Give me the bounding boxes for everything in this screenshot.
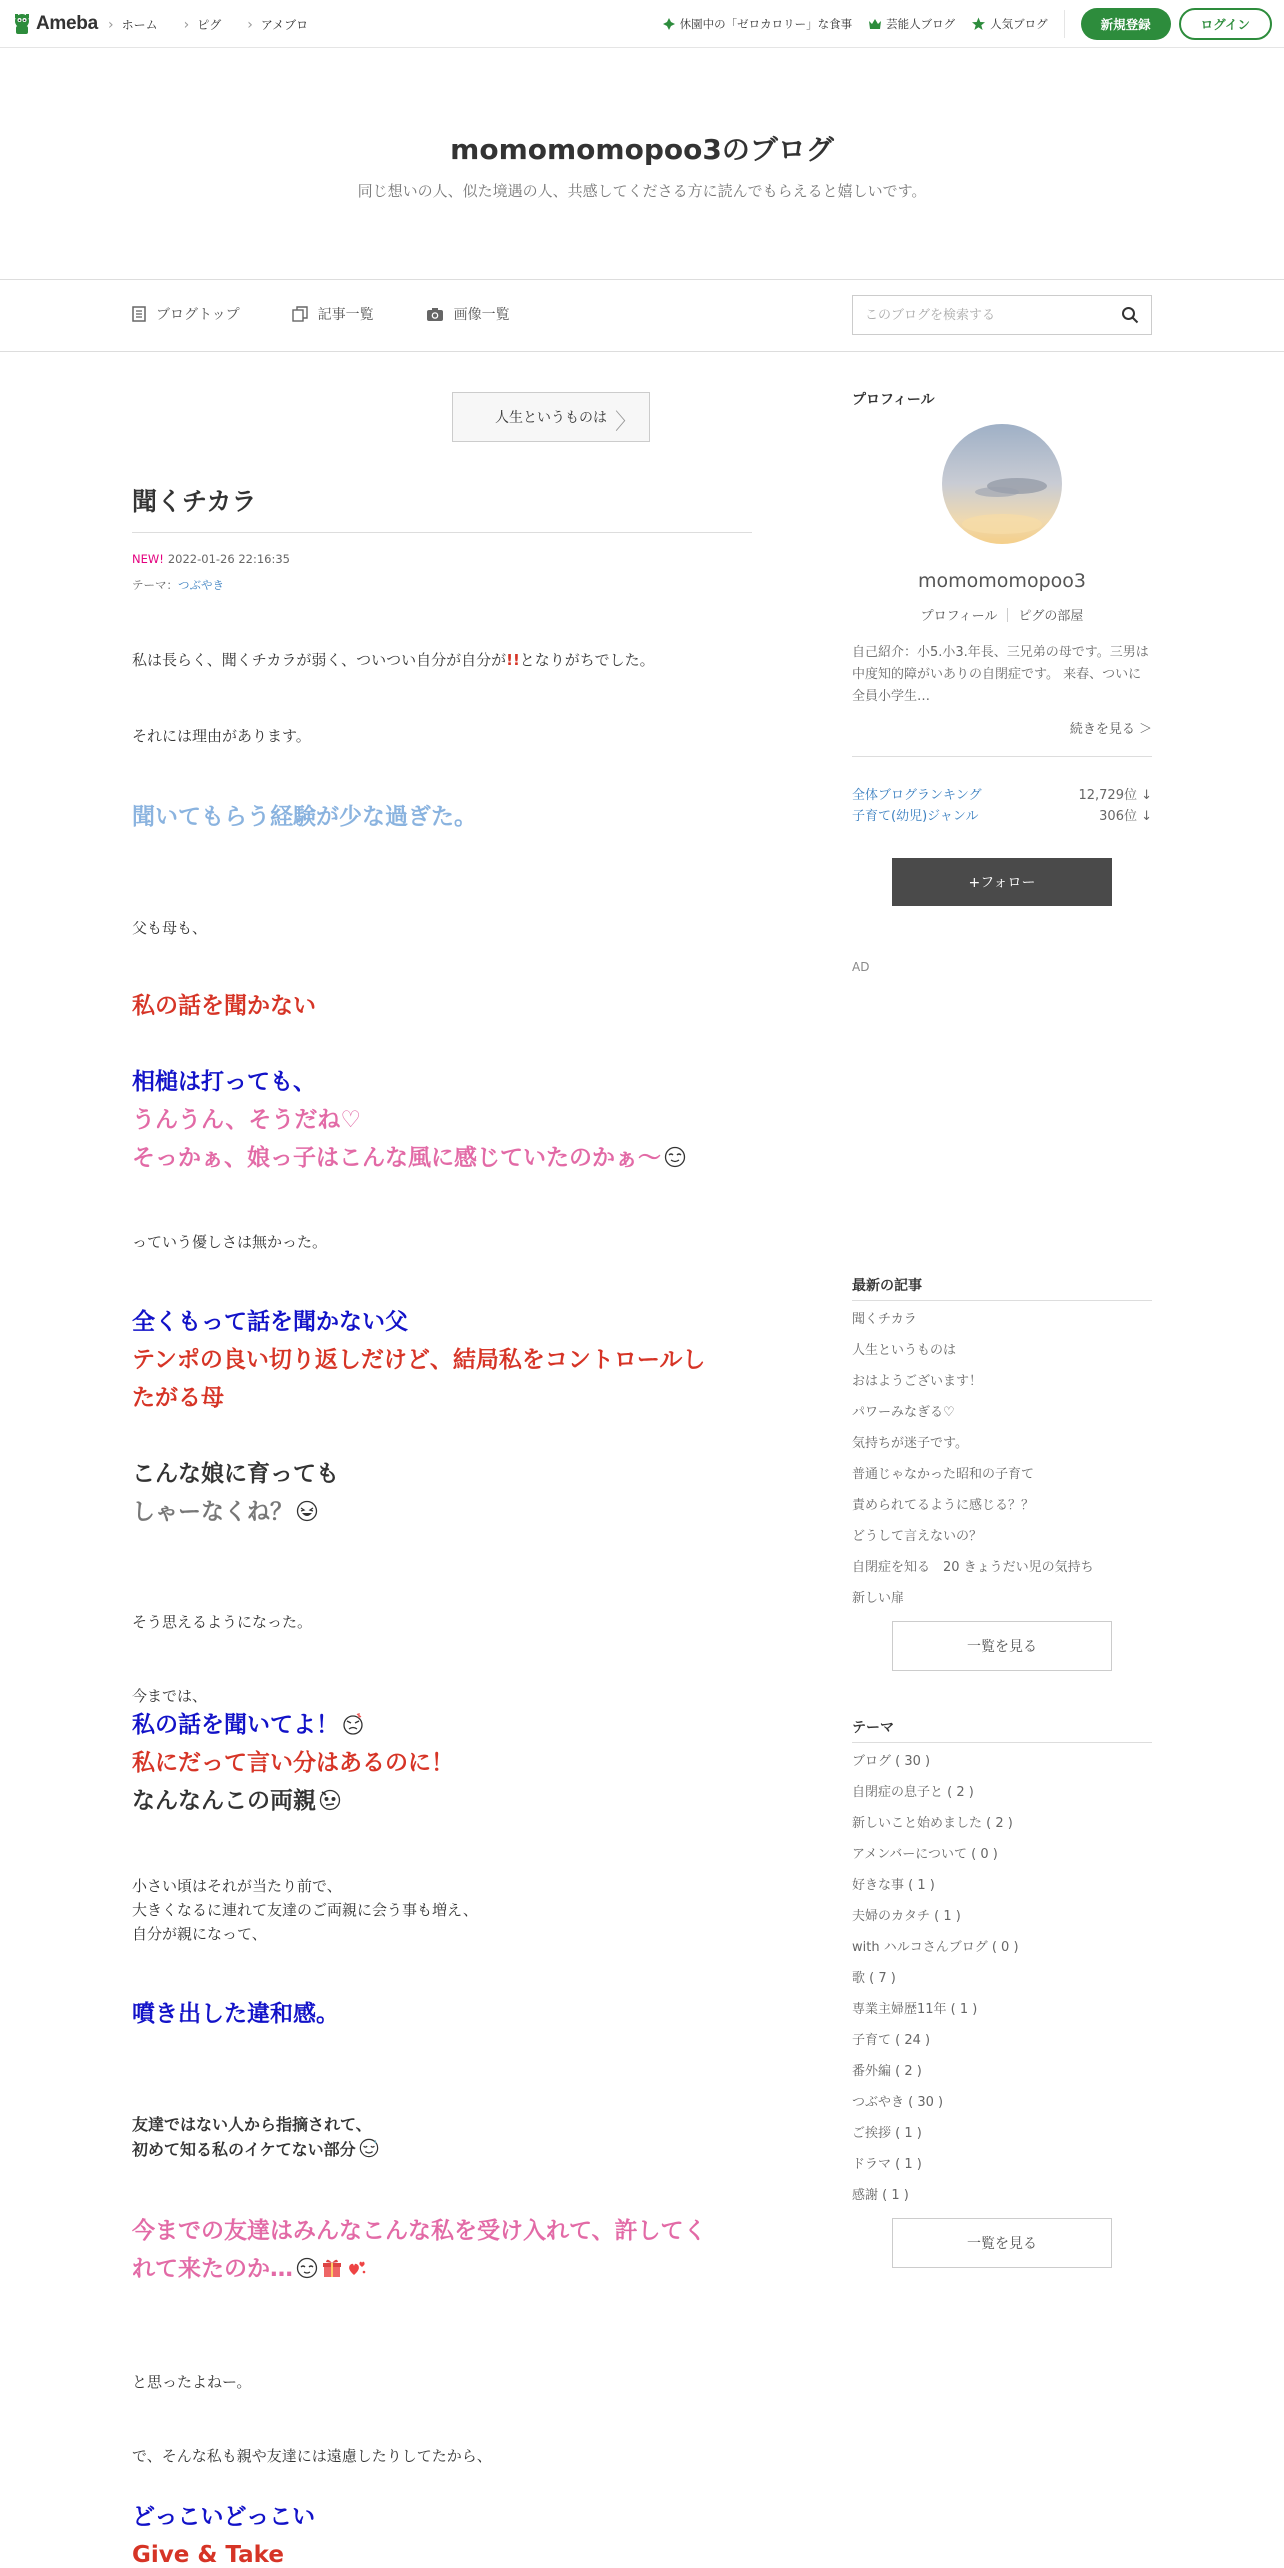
recent-entry[interactable]: 責められてるように感じる？？	[852, 1498, 1035, 1513]
body-line: っていう優しさは無かった。	[132, 1233, 328, 1251]
sidebar-divider	[852, 756, 1152, 757]
crown-icon	[868, 18, 882, 30]
blog-top-link[interactable]	[132, 304, 240, 324]
highlight-line: 相槌は打っても、	[132, 1069, 316, 1095]
highlight-line: Give & Take	[132, 2542, 284, 2568]
prev-entry-button[interactable]	[452, 392, 650, 442]
blog-search	[852, 295, 1152, 335]
highlight-line: 聞いてもらう経験が少な過ぎた。	[132, 804, 477, 830]
highlight-line: 私にだって言い分はあるのに！	[132, 1750, 454, 1776]
search-icon[interactable]	[1121, 306, 1139, 324]
nav-ameblo[interactable]: › アメブロ	[247, 16, 308, 33]
sidebar-divider	[852, 1300, 1152, 1301]
camera-icon	[426, 307, 444, 322]
signup-button[interactable]: 新規登録	[1081, 8, 1171, 40]
highlight-line: 噴き出した違和感。	[132, 2001, 339, 2027]
recent-entry[interactable]: 新しい扉	[852, 1591, 905, 1606]
entry-date-row	[132, 552, 290, 566]
recent-entry[interactable]: おはようございます！	[852, 1374, 983, 1389]
theme-heading: テーマ	[852, 1720, 894, 1736]
popular-blog-link[interactable]	[971, 16, 1048, 32]
follow-button[interactable]: +フォロー	[892, 858, 1112, 906]
relieved-face-icon	[296, 2257, 318, 2279]
new-badge: NEW!	[132, 552, 164, 566]
global-nav	[108, 16, 308, 33]
theme-item[interactable]: 新しいこと始めました ( 2 )	[852, 1816, 1013, 1831]
sidebar-divider	[852, 1742, 1152, 1743]
body-line: と思ったよねー。	[132, 2373, 252, 2391]
body-text: 私は長らく、聞くチカラが弱く、ついつい自分が自分が	[132, 651, 507, 669]
theme-item[interactable]: 夫婦のカタチ ( 1 )	[852, 1909, 961, 1924]
document-icon	[132, 306, 146, 322]
recent-entry[interactable]: 聞くチカラ	[852, 1312, 917, 1327]
ameba-logo-text: Ameba	[36, 13, 98, 34]
recent-entry[interactable]: 普通じゃなかった昭和の子育て	[852, 1467, 1035, 1482]
featured-link-label: 休園中の「ゼロカロリー」な食事	[679, 17, 853, 31]
highlight-line: 今までの友達はみんなこんな私を受け入れて、許してく	[132, 2218, 707, 2244]
ranking-overall-label: 全体ブログランキング	[852, 788, 982, 803]
highlight-line: どっこいどっこい	[132, 2504, 316, 2530]
highlight-line	[132, 1706, 364, 1744]
ranking-genre-value: 306位 ↓	[1099, 809, 1152, 824]
ranking-overall-value: 12,729位 ↓	[1078, 788, 1152, 803]
theme-item[interactable]: ドラマ ( 1 )	[852, 2157, 922, 2172]
login-button[interactable]: ログイン	[1179, 8, 1272, 40]
double-exclamation-icon: !!	[506, 651, 520, 669]
entry-list-label: 記事一覧	[317, 307, 374, 323]
theme-item[interactable]: 好きな事 ( 1 )	[852, 1878, 935, 1893]
highlight-line	[132, 1139, 686, 1177]
blog-subnav	[0, 280, 1284, 352]
entry-title[interactable]: 聞くチカラ	[132, 487, 257, 516]
highlight-line	[132, 1493, 318, 1531]
ranking-genre-label: 子育て(幼児)ジャンル	[852, 809, 979, 824]
recent-entry[interactable]: 人生というものは	[852, 1343, 957, 1358]
emphasis-text: 初めて知る私のイケてない部分	[132, 2140, 356, 2159]
celebrity-blog-link[interactable]	[868, 16, 955, 32]
profile-links	[852, 605, 1152, 624]
body-line: 父も母も、	[132, 919, 208, 937]
avatar[interactable]	[942, 424, 1062, 544]
leaf-icon	[662, 17, 676, 31]
pigg-room-link[interactable]: ピグの部屋	[1018, 609, 1084, 624]
popular-blog-label: 人気ブログ	[990, 17, 1048, 31]
highlight-line: こんな娘に育っても	[132, 1461, 339, 1487]
body-line: 小さい頃はそれが当たり前で、	[132, 1877, 342, 1895]
highlight-line: たがる母	[132, 1385, 224, 1411]
highlight-line: 全くもって話を聞かない父	[132, 1309, 408, 1335]
gift-icon	[321, 2257, 343, 2279]
entry-theme-row	[132, 577, 224, 593]
body-line	[132, 648, 655, 672]
copy-icon	[292, 306, 308, 322]
ad-label: AD	[852, 960, 870, 974]
smiling-face-icon	[664, 1146, 686, 1168]
emphasis-line: 友達ではない人から指摘されて、	[132, 2115, 372, 2134]
frustrated-face-icon	[319, 1789, 341, 1811]
theme-more-button[interactable]: 一覧を見る	[892, 2218, 1112, 2268]
nav-pigg[interactable]: › ピグ	[184, 16, 222, 33]
sweating-face-icon	[359, 2138, 379, 2158]
highlight-line: 私の話を聞かない	[132, 993, 316, 1019]
profile-link[interactable]: プロフィール	[920, 609, 998, 624]
theme-item[interactable]: 子育て ( 24 )	[852, 2033, 931, 2048]
theme-item[interactable]: つぶやき ( 30 )	[852, 2095, 944, 2110]
theme-item[interactable]: ご挨拶 ( 1 )	[852, 2126, 922, 2141]
highlight-line: うんうん、そうだね♡	[132, 1107, 361, 1133]
search-input[interactable]	[853, 296, 1103, 334]
body-line: 今までは、	[132, 1687, 208, 1705]
body-line: それには理由があります。	[132, 727, 311, 745]
highlight-line	[132, 1782, 341, 1820]
header-divider	[1064, 10, 1065, 38]
body-line: そう思えるようになった。	[132, 1613, 313, 1631]
recent-entry[interactable]: 気持ちが迷子です。	[852, 1436, 968, 1451]
theme-item[interactable]: アメンバーについて ( 0 )	[852, 1847, 998, 1862]
profile-intro: 自己紹介：小5.小3.年長、三兄弟の母です。三男は中度知的障がいありの自閉症です。 来春、ついに全員小学生…	[852, 645, 1149, 704]
blog-header	[0, 48, 1284, 280]
ameba-logo[interactable]	[12, 12, 98, 36]
theme-item[interactable]: 専業主婦歴11年 ( 1 )	[852, 2002, 978, 2017]
star-icon	[971, 17, 986, 31]
highlight-text: なんなんこの両親	[132, 1788, 316, 1814]
sky-photo	[942, 424, 1062, 544]
header-right	[662, 0, 1284, 48]
read-more-link[interactable]: 続きを見る ＞	[1069, 722, 1152, 737]
recent-entry[interactable]: 自閉症を知る 20 きょうだい児の気持ち	[852, 1560, 1094, 1575]
image-list-label: 画像一覧	[453, 307, 510, 323]
celebrity-blog-label: 芸能人ブログ	[886, 17, 956, 31]
body-text: となりがちでした。	[519, 651, 655, 669]
laughing-face-icon	[296, 1500, 318, 1522]
recent-entry[interactable]: どうして言えないの？	[852, 1529, 983, 1544]
theme-item[interactable]: 番外編 ( 2 )	[852, 2064, 922, 2079]
emphasis-line	[132, 2137, 379, 2162]
body-line: 自分が親になって、	[132, 1925, 267, 1943]
theme-item[interactable]: ブログ ( 30 )	[852, 1754, 931, 1769]
blog-top-label: ブログトップ	[156, 307, 240, 323]
entry-date: 2022-01-26 22:16:35	[167, 552, 290, 566]
highlight-text: れて来たのか…	[132, 2256, 293, 2282]
blog-description: 同じ想いの人、似た境遇の人、共感してくださる方に読んでもらえると嬉しいです。	[357, 182, 927, 200]
profile-heading: プロフィール	[852, 392, 935, 408]
nav-home[interactable]: › ホーム	[108, 16, 158, 33]
recent-more-button[interactable]: 一覧を見る	[892, 1621, 1112, 1671]
link-separator	[1007, 608, 1008, 622]
highlight-text: 私の話を聞いてよ！	[132, 1712, 339, 1738]
highlight-text: そっかぁ、娘っ子はこんな風に感じていたのかぁ〜	[132, 1145, 661, 1171]
highlight-text: しゃーなくね？	[132, 1499, 293, 1525]
theme-item[interactable]: 歌 ( 7 )	[852, 1971, 896, 1986]
entry-list-link[interactable]	[292, 304, 374, 324]
theme-link[interactable]: つぶやき	[178, 578, 224, 592]
theme-item[interactable]: 自閉症の息子と ( 2 )	[852, 1785, 974, 1800]
ameba-mascot-icon	[12, 12, 32, 36]
recent-entry[interactable]: パワーみなぎる♡	[852, 1405, 955, 1420]
highlight-line: テンポの良い切り返しだけど、結局私をコントロールし	[132, 1347, 706, 1373]
profile-name[interactable]: momomomopoo3	[918, 570, 1086, 592]
title-divider	[132, 532, 752, 533]
ranking-genre[interactable]	[852, 805, 1152, 824]
body-line: で、そんな私も親や友達には遠慮したりしてたから、	[132, 2447, 492, 2465]
recent-heading: 最新の記事	[852, 1278, 922, 1294]
body-line: 大きくなるに連れて友達のご両親に会う事も増え、	[132, 1901, 478, 1919]
theme-label: テーマ：	[132, 578, 178, 592]
blog-title[interactable]: momomomopoo3のブログ	[450, 133, 834, 166]
featured-link[interactable]	[662, 16, 853, 32]
theme-item[interactable]: with ハルコさんブログ ( 0 )	[852, 1940, 1019, 1955]
ranking-overall[interactable]	[852, 784, 1152, 803]
sparkling-hearts-icon	[346, 2257, 368, 2279]
highlight-line	[132, 2250, 368, 2288]
angry-face-icon	[342, 1713, 364, 1735]
prev-entry-label: 人生というものは	[495, 410, 607, 426]
image-list-link[interactable]	[426, 304, 510, 324]
chevron-right-icon: 〉	[614, 410, 637, 435]
global-header	[0, 0, 1284, 48]
theme-item[interactable]: 感謝 ( 1 )	[852, 2188, 909, 2203]
